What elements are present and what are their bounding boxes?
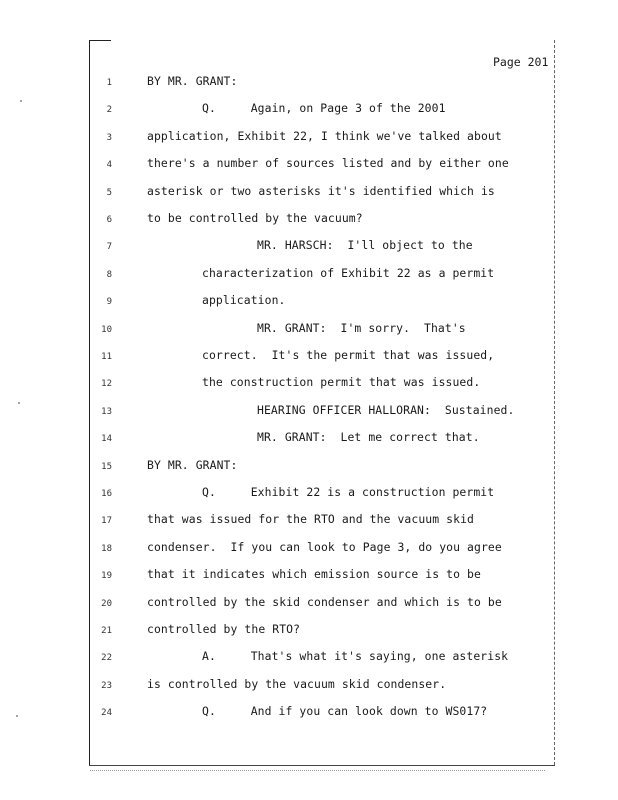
line-text: application. [202,293,286,308]
transcript-line [0,403,618,423]
line-number: 1 [106,78,112,88]
line-text: is controlled by the vacuum skid condenser. [147,676,447,691]
line-text: controlled by the skid condenser and which is to be [147,594,502,609]
transcript-line [0,238,618,258]
line-number: 15 [101,461,112,472]
line-number: 23 [101,680,112,691]
transcript-line [0,321,618,341]
line-number: 8 [106,269,112,280]
transcript-line [0,156,618,176]
line-number: 19 [101,571,112,582]
line-text: Q. Again, on Page 3 of the 2001 [202,101,446,116]
line-text: to be controlled by the vacuum? [147,211,363,225]
line-text: Q. And if you can look down to WS017? [202,704,488,719]
line-number: 22 [101,653,112,664]
line-text: A. That's what it's saying, one asterisk [202,649,509,664]
line-text: correct. It's the permit that was issued, [202,348,495,362]
line-number: 10 [101,324,112,335]
line-number: 12 [101,379,112,390]
line-number: 6 [106,215,112,225]
line-text: MR. GRANT: I'm sorry. That's [257,320,466,335]
line-text: condenser. If you can look to Page 3, do you agree [147,539,502,554]
line-number: 14 [101,434,112,445]
page-border-top [89,40,111,41]
line-number: 7 [106,242,112,253]
line-number: 5 [106,187,112,198]
transcript-line [0,348,618,368]
line-number: 16 [101,489,112,499]
page-number: Page 201 [493,55,549,69]
line-text: the construction permit that was issued. [202,375,481,390]
line-number: 11 [101,352,112,362]
line-text: there's a number of sources listed and by either one [147,156,509,171]
line-text: controlled by the RTO? [147,622,301,636]
line-number: 18 [101,543,112,554]
transcript-line [0,567,618,587]
line-text: asterisk or two asterisks it's identified which is [147,183,495,198]
line-number: 17 [101,516,112,527]
transcript-line [0,649,618,669]
line-text: characterization of Exhibit 22 as a permit [202,265,495,280]
line-number: 13 [101,406,112,417]
transcript-line [0,74,618,94]
transcript-line [0,595,618,615]
transcript-line [0,622,618,642]
transcript-line [0,266,618,286]
transcript-line [0,211,618,231]
line-text: Q. Exhibit 22 is a construction permit [202,485,495,499]
line-number: 21 [101,626,112,636]
line-text: HEARING OFFICER HALLORAN: Sustained. [257,402,515,417]
line-text: that was issued for the RTO and the vacuum skid [147,512,475,527]
line-text: that it indicates which emission source is to be [147,567,481,582]
line-text: BY MR. GRANT: [147,74,238,88]
transcript-line [0,430,618,450]
transcript-line [0,704,618,724]
transcript-line [0,101,618,121]
line-number: 20 [101,598,112,609]
line-number: 24 [101,708,112,719]
transcript-line [0,458,618,478]
line-text: MR. HARSCH: I'll object to the [257,238,473,253]
transcript-line [0,485,618,505]
line-number: 2 [106,105,112,116]
transcript-line [0,129,618,149]
transcript-line [0,184,618,204]
transcript-line [0,512,618,532]
transcript-line [0,677,618,697]
line-text: application, Exhibit 22, I think we've talked about [147,128,502,143]
transcript-line [0,540,618,560]
line-number: 4 [106,160,112,171]
transcript-line [0,293,618,313]
page-border-bottom [89,765,555,766]
line-number: 3 [106,132,112,143]
line-number: 9 [106,297,112,308]
line-text: BY MR. GRANT: [147,457,238,472]
transcript-line [0,375,618,395]
line-text: MR. GRANT: Let me correct that. [257,430,480,445]
scan-artifact-line [90,770,545,772]
